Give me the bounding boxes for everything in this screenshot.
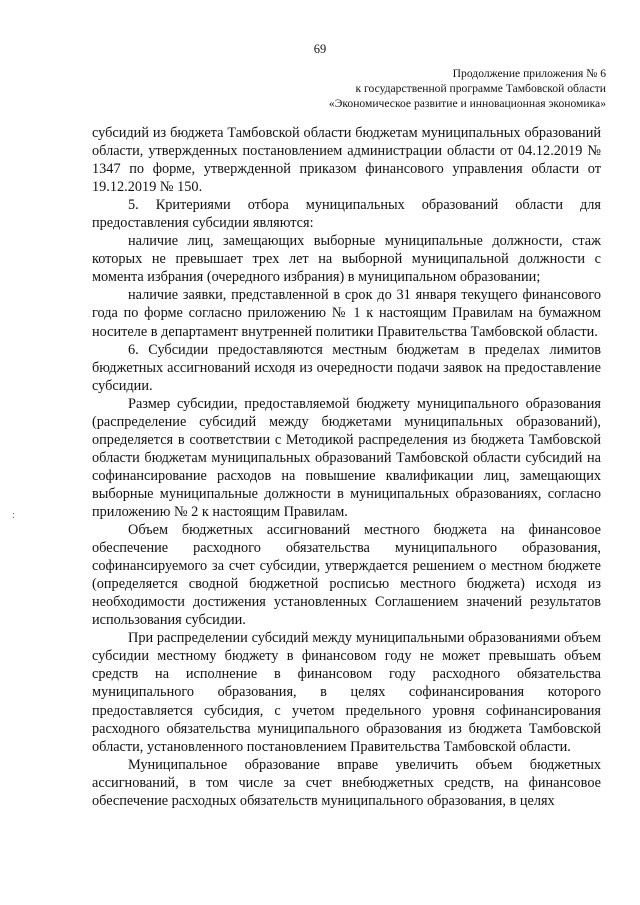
paragraph: 6. Субсидии предоставляются местным бюджетам в пределах лимитов бюджетных ассигнований исходя из очередности подачи заявок на предоставление субсидии. [92,341,601,394]
page-number: 69 [313,42,327,56]
header-line-1: Продолжение приложения № 6 [452,67,606,80]
header-line-3: «Экономическое развитие и инновационная экономика» [328,96,606,110]
document-body [92,124,601,810]
appendix-header [276,67,606,111]
paragraph: Размер субсидии, предоставляемой бюджету муниципального образования (распределение субсидий между бюджетами муниципальных образований), определяется в соответствии с Методикой распределения из бюджета Тамбовской области бюджетам муниципальных образований Тамбовской области субсидий на софинансирование расходов на повышение квалификации лиц, замещающих выборные муниципальные должности в муниципальных образованиях, согласно приложению № 2 к настоящим Правилам. [92,395,601,520]
paragraph: Объем бюджетных ассигнований местного бюджета на финансовое обеспечение расходного обязательства муниципального образования, софинансируемого за счет субсидии, утверждается решением о местном бюджете (определяется сводной бюджетной росписью местного бюджета) исходя из необходимости достижения установленных Соглашением значений результатов использования субсидии. [92,522,601,629]
paragraph: субсидий из бюджета Тамбовской области бюджетам муниципальных образований области, утвержденных постановлением администрации области от 04.12.2019 № 1347 по форме, утвержденной приказом финансового управления области от 19.12.2019 № 150. [92,125,601,196]
paragraph: Муниципальное образование вправе увеличить объем бюджетных ассигнований, в том числе за счет внебюджетных средств, на финансовое обеспечение расходных обязательств муниципального образования, в целях [92,756,601,809]
paragraph: 5. Критериями отбора муниципальных образований области для предоставления субсидии являются: [92,197,601,232]
margin-mark: : [12,510,15,521]
header-line-2: к государственной программе Тамбовской области [355,81,606,95]
paragraph: При распределении субсидий между муниципальными образованиями объем субсидии местному бюджету в финансовом году не может превышать объем средств на исполнение в финансовом году расходного обязательства муниципального образования, в целях софинансирования которого предоставляется субсидия, с учетом предельного уровня софинансирования расходного обязательства муниципального образования из бюджета Тамбовской области, установленного постановлением Правительства Тамбовской области. [92,630,601,755]
paragraph: наличие заявки, представленной в срок до 31 января текущего финансового года по форме согласно приложению № 1 к настоящим Правилам на бумажном носителе в департамент внутренней политики Правительства Тамбовской области. [92,287,601,340]
paragraph: наличие лиц, замещающих выборные муниципальные должности, стаж которых не превышает трех лет на выборной муниципальной должности с момента избрания (очередного избрания) в муниципальном образовании; [92,233,601,286]
